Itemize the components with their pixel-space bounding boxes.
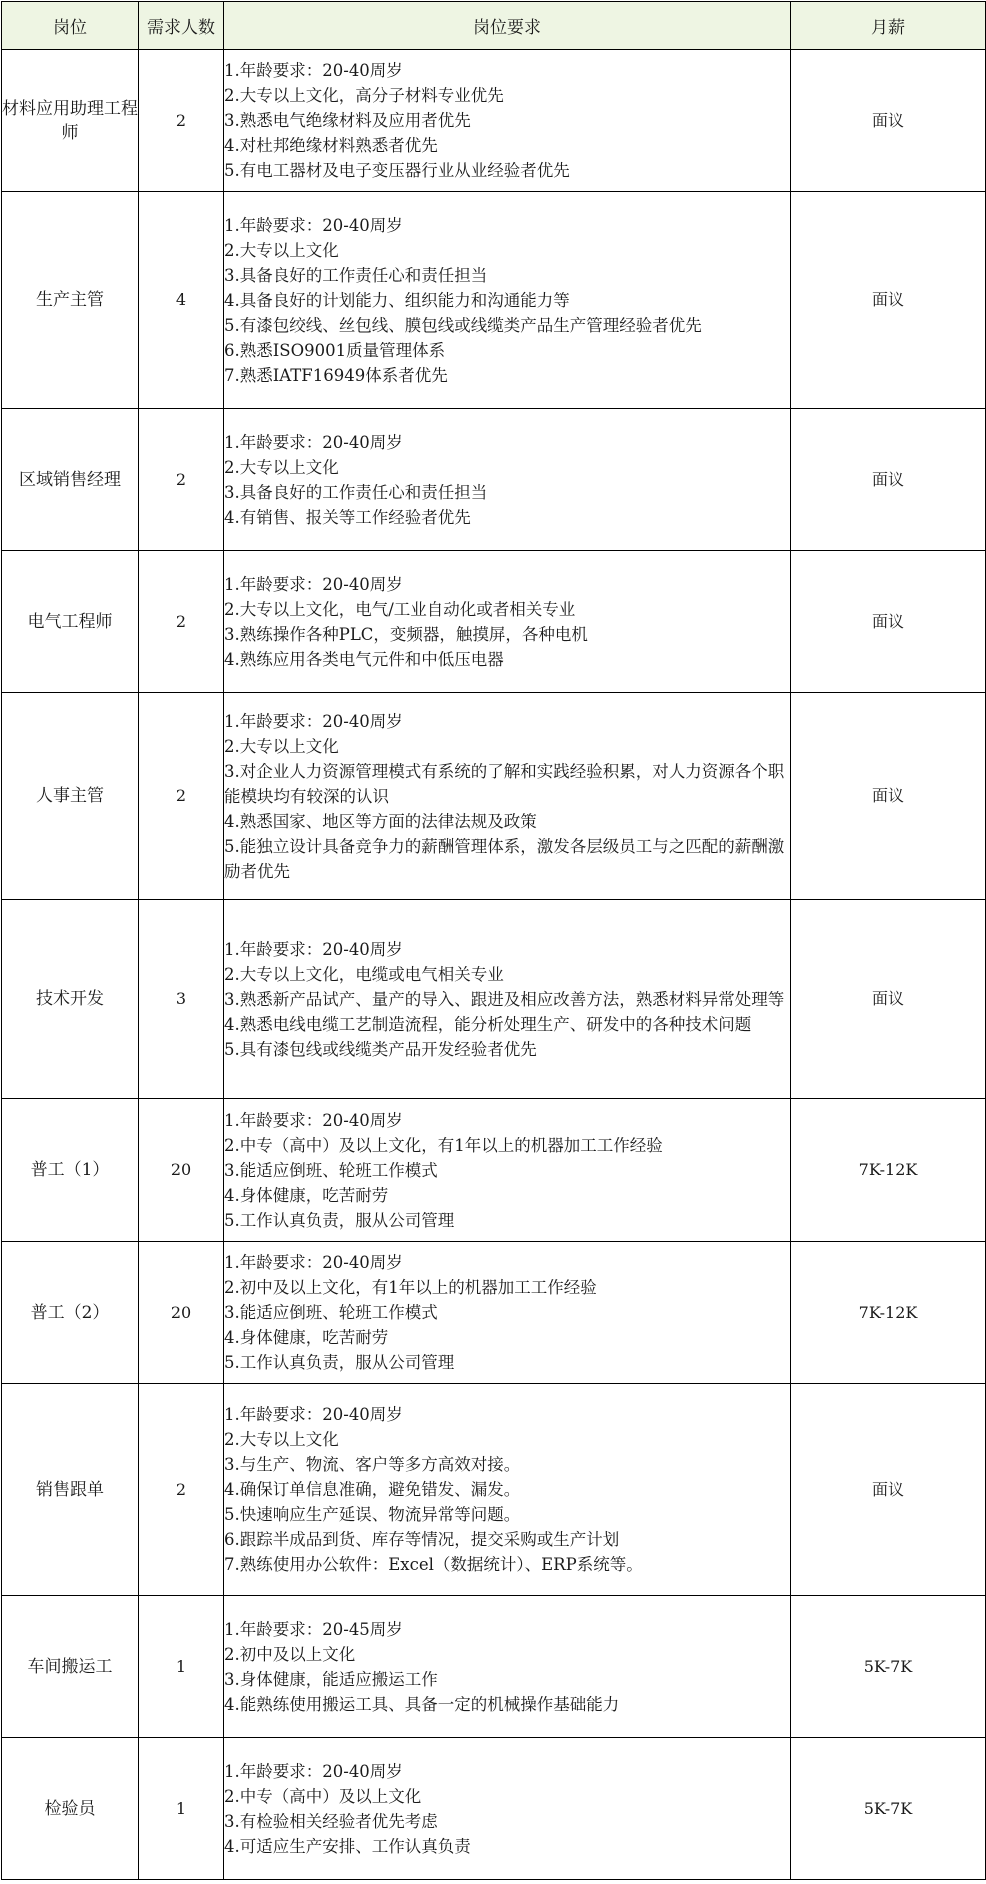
post-name-cell: 区域销售经理 [2,409,139,551]
salary-cell: 面议 [791,409,986,551]
requirement-item: 5.能独立设计具备竞争力的薪酬管理体系，激发各层级员工与之匹配的薪酬激励者优先 [224,836,785,881]
headcount-cell: 20 [139,1099,224,1242]
headcount-cell: 1 [139,1738,224,1880]
requirement-item: 5.有漆包绞线、丝包线、膜包线或线缆类产品生产管理经验者优先 [224,315,702,335]
requirements-cell [224,1242,791,1384]
headcount-cell: 2 [139,1384,224,1596]
requirement-item: 4.能熟练使用搬运工具、具备一定的机械操作基础能力 [224,1694,620,1714]
header-requirements: 岗位要求 [224,2,791,50]
requirements-cell [224,1099,791,1242]
requirement-item: 4.身体健康，吃苦耐劳 [224,1328,389,1347]
requirement-item: 2.初中及以上文化 [224,1644,356,1664]
requirement-item: 4.熟练应用各类电气元件和中低压电器 [224,649,504,669]
headcount-cell: 2 [139,50,224,192]
requirement-item: 1.年龄要求：20-40周岁 [224,939,403,959]
table-row [2,50,986,192]
requirement-item: 1.年龄要求：20-40周岁 [224,61,403,80]
header-salary: 月薪 [791,2,986,50]
requirements-cell [224,1738,791,1880]
table-header-row [2,2,986,50]
table-row [2,1596,986,1738]
requirement-item: 4.身体健康，吃苦耐劳 [224,1185,389,1205]
requirement-item: 5.工作认真负责，服从公司管理 [224,1210,455,1230]
requirement-item: 7.熟练使用办公软件：Excel（数据统计）、ERP系统等。 [224,1555,643,1574]
salary-cell: 面议 [791,50,986,192]
requirement-item: 2.中专（高中）及以上文化 [224,1786,422,1806]
post-name-cell: 销售跟单 [2,1384,139,1596]
headcount-cell: 2 [139,551,224,693]
requirement-item: 3.熟悉新产品试产、量产的导入、跟进及相应改善方法，熟悉材料异常处理等 [224,989,785,1009]
requirement-item: 5.有电工器材及电子变压器行业从业经验者优先 [224,161,570,180]
requirement-item: 3.对企业人力资源管理模式有系统的了解和实践经验积累，对人力资源各个职能模块均有较深的认识 [224,761,785,806]
requirements-cell [224,1596,791,1738]
requirement-item: 1.年龄要求：20-40周岁 [224,574,403,594]
table-body [2,50,986,1880]
headcount-cell: 2 [139,409,224,551]
requirement-item: 6.熟悉ISO9001质量管理体系 [224,340,446,360]
salary-cell: 面议 [791,1384,986,1596]
requirement-item: 3.熟悉电气绝缘材料及应用者优先 [224,111,471,130]
requirement-item: 2.大专以上文化 [224,457,339,477]
requirement-item: 5.工作认真负责，服从公司管理 [224,1353,455,1372]
requirement-item: 3.熟练操作各种PLC，变频器，触摸屏，各种电机 [224,624,588,644]
salary-cell: 面议 [791,900,986,1099]
post-name-cell: 材料应用助理工程师 [2,50,139,192]
headcount-cell: 3 [139,900,224,1099]
requirement-item: 2.大专以上文化 [224,240,339,260]
requirement-item: 2.大专以上文化 [224,736,339,756]
headcount-cell: 4 [139,192,224,409]
requirement-item: 4.有销售、报关等工作经验者优先 [224,507,471,527]
post-name-cell: 普工（1） [2,1099,139,1242]
post-name-cell: 检验员 [2,1738,139,1880]
table-row [2,1099,986,1242]
header-post: 岗位 [2,2,139,50]
requirement-item: 4.对杜邦绝缘材料熟悉者优先 [224,136,438,155]
requirements-cell [224,900,791,1099]
requirements-cell [224,409,791,551]
requirement-item: 5.快速响应生产延误、物流异常等问题。 [224,1505,521,1524]
salary-cell: 7K-12K [791,1242,986,1384]
requirement-item: 2.大专以上文化，高分子材料专业优先 [224,86,504,105]
requirements-cell [224,1384,791,1596]
table-row [2,551,986,693]
requirement-item: 3.具备良好的工作责任心和责任担当 [224,265,488,285]
requirement-item: 4.熟悉电线电缆工艺制造流程，能分析处理生产、研发中的各种技术问题 [224,1014,752,1034]
requirement-item: 3.能适应倒班、轮班工作模式 [224,1160,438,1180]
requirement-item: 2.大专以上文化，电气/工业自动化或者相关专业 [224,599,576,619]
requirement-item: 1.年龄要求：20-40周岁 [224,1110,403,1130]
salary-cell: 面议 [791,693,986,900]
requirement-item: 3.身体健康，能适应搬运工作 [224,1669,438,1689]
table-row [2,1384,986,1596]
requirement-item: 4.熟悉国家、地区等方面的法律法规及政策 [224,811,537,831]
headcount-cell: 2 [139,693,224,900]
table-row [2,1242,986,1384]
requirements-cell [224,551,791,693]
requirement-item: 4.可适应生产安排、工作认真负责 [224,1836,471,1856]
table-row [2,409,986,551]
headcount-cell: 20 [139,1242,224,1384]
job-requirements-table [1,1,986,1880]
post-name-cell: 普工（2） [2,1242,139,1384]
salary-cell: 5K-7K [791,1738,986,1880]
requirement-item: 3.具备良好的工作责任心和责任担当 [224,482,488,502]
requirement-item: 7.熟悉IATF16949体系者优先 [224,365,448,385]
salary-cell: 5K-7K [791,1596,986,1738]
post-name-cell: 电气工程师 [2,551,139,693]
requirement-item: 4.具备良好的计划能力、组织能力和沟通能力等 [224,290,570,310]
post-name-cell: 生产主管 [2,192,139,409]
table-row [2,192,986,409]
salary-cell: 7K-12K [791,1099,986,1242]
requirement-item: 1.年龄要求：20-40周岁 [224,1253,403,1272]
headcount-cell: 1 [139,1596,224,1738]
requirement-item: 1.年龄要求：20-40周岁 [224,711,403,731]
requirement-item: 1.年龄要求：20-45周岁 [224,1619,403,1639]
requirement-item: 2.中专（高中）及以上文化，有1年以上的机器加工工作经验 [224,1135,663,1155]
table-row [2,693,986,900]
header-count: 需求人数 [139,2,224,50]
requirement-item: 1.年龄要求：20-40周岁 [224,215,403,235]
requirement-item: 2.大专以上文化，电缆或电气相关专业 [224,964,504,984]
post-name-cell: 车间搬运工 [2,1596,139,1738]
requirement-item: 4.确保订单信息准确，避免错发、漏发。 [224,1480,521,1499]
requirement-item: 5.具有漆包线或线缆类产品开发经验者优先 [224,1039,537,1059]
requirements-cell [224,192,791,409]
requirement-item: 2.大专以上文化 [224,1430,339,1449]
post-name-cell: 人事主管 [2,693,139,900]
requirement-item: 2.初中及以上文化，有1年以上的机器加工工作经验 [224,1278,597,1297]
salary-cell: 面议 [791,192,986,409]
requirement-item: 6.跟踪半成品到货、库存等情况，提交采购或生产计划 [224,1530,620,1549]
requirement-item: 3.与生产、物流、客户等多方高效对接。 [224,1455,521,1474]
table-row [2,900,986,1099]
requirements-cell [224,693,791,900]
requirement-item: 1.年龄要求：20-40周岁 [224,432,403,452]
salary-cell: 面议 [791,551,986,693]
post-name-cell: 技术开发 [2,900,139,1099]
requirement-item: 3.能适应倒班、轮班工作模式 [224,1303,438,1322]
requirement-item: 1.年龄要求：20-40周岁 [224,1405,403,1424]
requirement-item: 3.有检验相关经验者优先考虑 [224,1811,438,1831]
requirement-item: 1.年龄要求：20-40周岁 [224,1761,403,1781]
requirements-cell [224,50,791,192]
table-row [2,1738,986,1880]
